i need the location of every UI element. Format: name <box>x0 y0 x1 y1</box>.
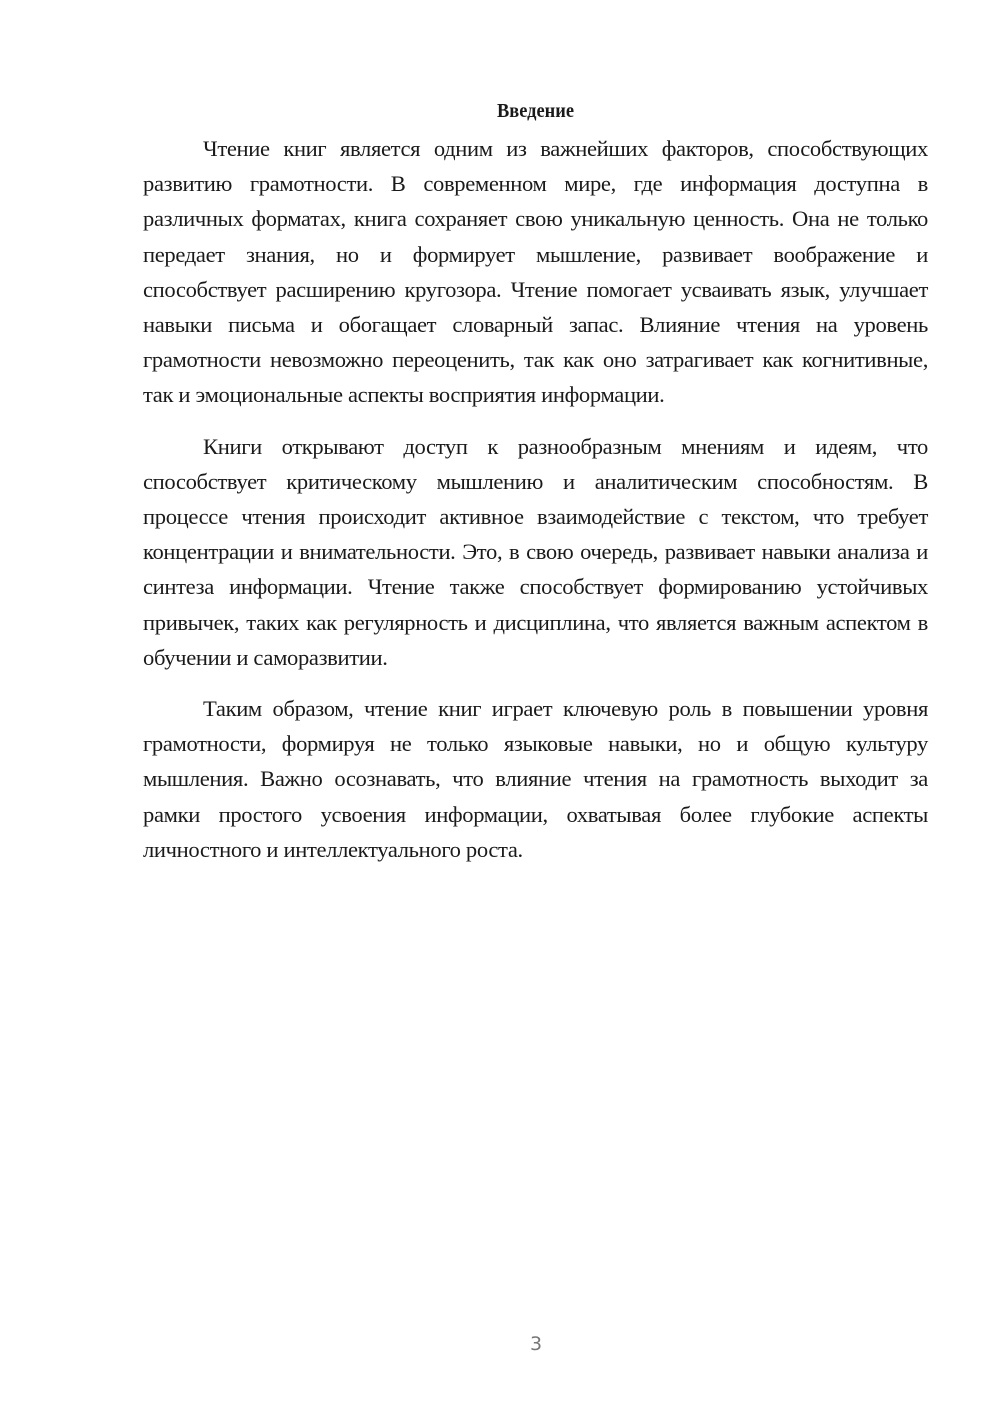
paragraph-1: Чтение книг является одним из важнейших факторов, способствующих развитию грамотности. В современном мире, где информация доступна в различных форматах, книга сохраняет свою уникальную ценность. Она не только передает знания, но и формирует мышление, развивает воображение и способствует расширению кругозора. Чтение помогает усваивать язык, улучшает навыки письма и обогащает словарный запас. Влияние чтения на уровень грамотности невозможно переоценить, так как оно затрагивает как когнитивные, так и эмоциональные аспекты восприятия информации. <box>143 136 928 408</box>
paragraph-2: Книги открывают доступ к разнообразным мнениям и идеям, что способствует критическому мышлению и аналитическим способностям. В процессе чтения происходит активное взаимодействие с текстом, что требует концентрации и внимательности. Это, в свою очередь, развивает навыки анализа и синтеза информации. Чтение также способствует формированию устойчивых привычек, таких как регулярность и дисциплина, что является важным аспектом в обучении и саморазвитии. <box>143 433 928 670</box>
page-content <box>143 96 928 883</box>
paragraph-3: Таким образом, чтение книг играет ключевую роль в повышении уровня грамотности, формируя не только языковые навыки, но и общую культуру мышления. Важно осознавать, что влияние чтения на грамотность выходит за рамки простого усвоения информации, охватывая более глубокие аспекты личностного и интеллектуального роста. <box>143 696 928 862</box>
section-heading: Введение <box>497 100 574 122</box>
page-number: 3 <box>529 1333 543 1355</box>
